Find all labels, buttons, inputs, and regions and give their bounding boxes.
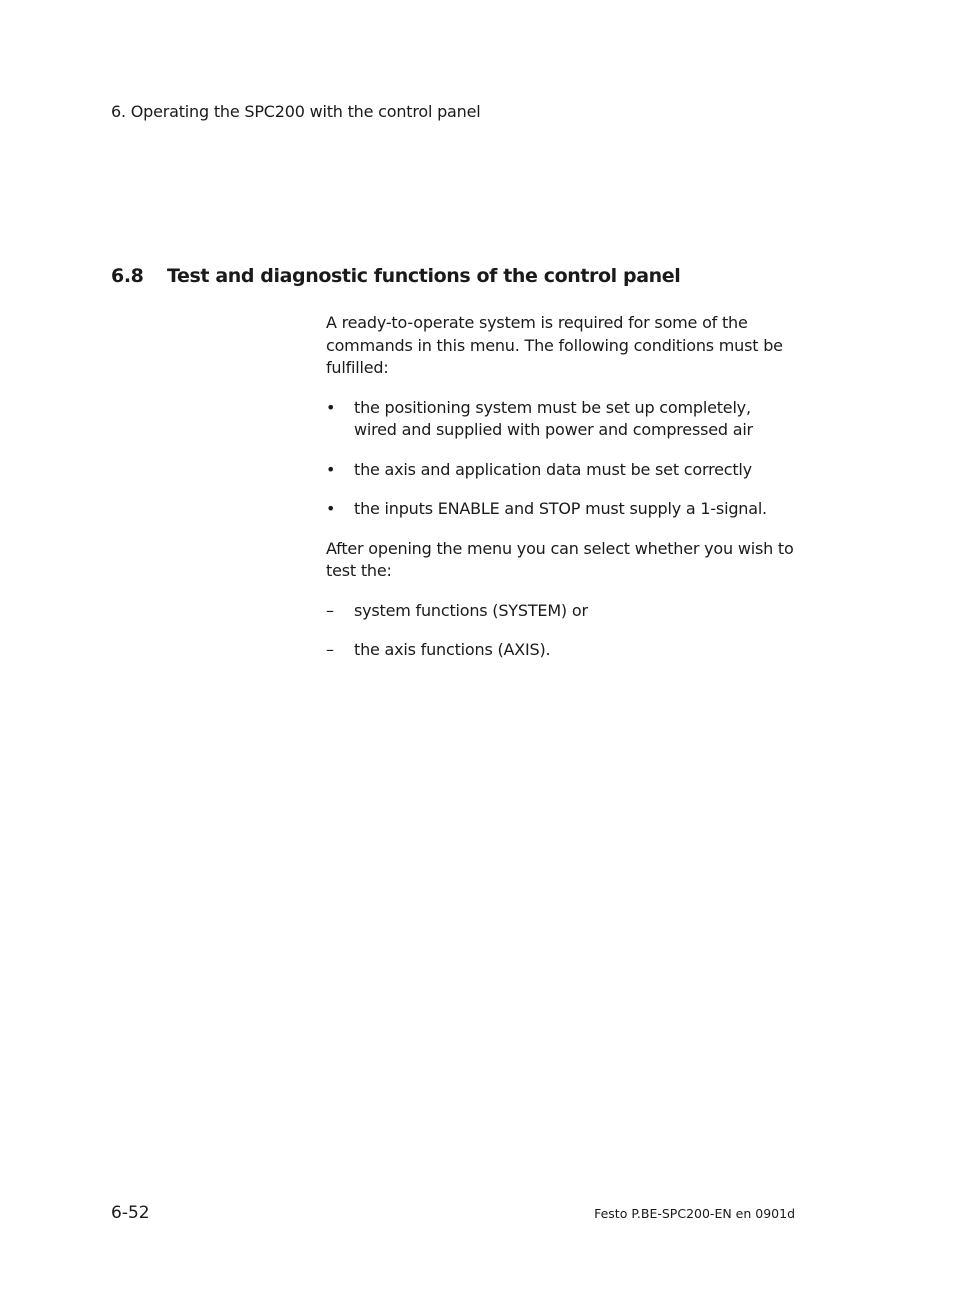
section-number: 6.8 [111,265,144,287]
document-reference: Festo P.BE-SPC200-EN en 0901d [594,1206,795,1221]
dash-item [326,600,796,623]
bullet-marker: • [326,459,336,479]
list-item-text: the inputs ENABLE and STOP must supply a 1-signal. [354,499,767,518]
list-item [326,459,796,482]
section-title: Test and diagnostic functions of the control panel [167,265,681,287]
dash-item [326,639,796,662]
dash-item-text: the axis functions (AXIS). [354,640,551,659]
bullet-marker: • [326,397,336,417]
list-item-text: the axis and application data must be set correctly [354,459,752,479]
section-heading [111,263,680,289]
dash-marker: – [326,600,334,620]
list-item [326,397,796,442]
running-header: 6. Operating the SPC200 with the control panel [111,102,481,121]
body-text [326,312,796,679]
dash-item-text: system functions (SYSTEM) or [354,600,588,620]
after-paragraph: After opening the menu you can select whether you wish to test the: [326,538,794,580]
list-item-text: the positioning system must be set up completely, wired and supplied with power and compressed air [354,397,753,439]
intro-paragraph: A ready-to-operate system is required for some of the commands in this menu. The following conditions must be fulfilled: [326,313,783,377]
bullet-marker: • [326,499,336,518]
page-number: 6-52 [111,1203,150,1223]
list-item [326,498,796,521]
dash-marker: – [326,640,334,659]
